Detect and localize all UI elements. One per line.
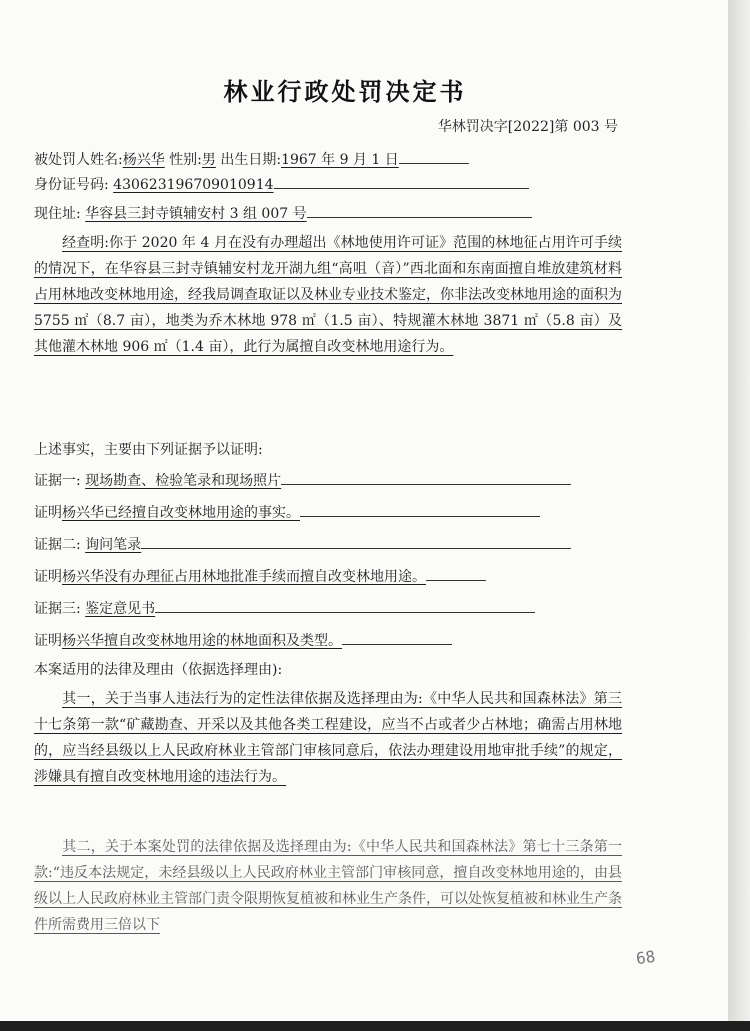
blank-underline (300, 502, 540, 517)
name-label: 被处罚人姓名: (34, 152, 123, 168)
document-title: 林业行政处罚决定书 (223, 78, 467, 106)
blank-underline (281, 470, 571, 485)
blank-underline (274, 174, 529, 189)
proof-row (34, 630, 624, 651)
proof-label: 证明 (34, 505, 62, 521)
finding-label: 经查明: (62, 235, 110, 251)
evidence-intro: 上述事实，主要由下列证据予以证明: (34, 442, 263, 458)
blank-underline (155, 598, 535, 613)
blank-underline (399, 149, 469, 164)
evidence-row (34, 534, 624, 555)
scan-edge-bottom (0, 1021, 750, 1031)
proof-row (34, 502, 624, 523)
evidence-label: 证据二: (34, 537, 81, 553)
evidence-row (34, 598, 624, 619)
blank-underline (342, 630, 452, 645)
blank-underline (141, 534, 571, 549)
id-label: 身份证号码: (34, 177, 109, 193)
id-line (34, 174, 624, 195)
finding-paragraph (34, 230, 622, 430)
evidence-row (34, 470, 624, 491)
proof-label: 证明 (34, 633, 62, 649)
person-line (34, 149, 624, 170)
reason-two-paragraph (34, 834, 622, 954)
proof-text: 杨兴华擅自改变林地用途的林地面积及类型。 (62, 633, 342, 649)
address-label: 现住址: (34, 206, 81, 222)
address-line (34, 203, 624, 224)
gender-label: 性别: (169, 152, 202, 168)
finding-text: 你于 2020 年 4 月在没有办理超出《林地使用许可证》范围的林地征占用许可手续的情况下，在华容县三封寺镇辅安村龙开湖九组“高咀（音）”西北面和东南面擅自堆放建筑材料占用林地改变林地用途，经我局调查取证以及林业专业技术鉴定，你非法改变林地用途的面积为5755 ㎡（8.7 亩），地类为乔木林地 978 ㎡（1.5 亩）、特规灌木林地 3871 ㎡（5.8 亩）及其他灌木林地 906 ㎡（1.4 亩），此行为属擅自改变林地用途行为。 (34, 235, 622, 355)
law-intro: 本案适用的法律及理由（依据选择理由): (34, 662, 283, 678)
proof-text: 杨兴华没有办理征占用林地批准手续而擅自改变林地用途。 (62, 569, 426, 585)
proof-label: 证明 (34, 569, 62, 585)
blank-underline (426, 566, 486, 581)
person-address: 华容县三封寺镇辅安村 3 组 007 号 (85, 206, 307, 222)
blank-underline (307, 203, 532, 218)
evidence-value: 询问笔录 (85, 537, 142, 553)
reason-one-lead: 其一，关于当事人违法行为的定性法律依据及选择理由为: (62, 691, 423, 707)
reason-two-text: 《中华人民共和国森林法》第七十三条第一款:“违反本法规定，未经县级以上人民政府林业主管部门审核同意，擅自改变林地用途的，由县级以上人民政府林业主管部门责令限期恢复植被和林业生产条件，可以处恢复植被和林业生产条件所需费用三倍以下 (34, 839, 623, 933)
evidence-label: 证据一: (34, 473, 81, 489)
reason-one-paragraph (34, 686, 622, 826)
person-id: 430623196709010914 (113, 177, 274, 193)
scan-edge-right (728, 0, 750, 1031)
person-name: 杨兴华 (122, 152, 165, 168)
birth-label: 出生日期: (220, 152, 282, 168)
document-number: 华林罚决字[2022]第 003 号 (437, 119, 618, 135)
evidence-value: 鉴定意见书 (85, 601, 156, 617)
evidence-label: 证据三: (34, 601, 81, 617)
evidence-value: 现场勘查、检验笔录和现场照片 (85, 473, 282, 489)
person-birth: 1967 年 9 月 1 日 (281, 152, 399, 168)
proof-row (34, 566, 624, 587)
reason-two-lead: 其二，关于本案处罚的法律依据及选择理由为: (62, 839, 352, 855)
proof-text: 杨兴华已经擅自改变林地用途的事实。 (62, 505, 300, 521)
person-gender: 男 (201, 152, 216, 168)
reason-one-text: 《中华人民共和国森林法》第三十七条第一款“矿藏勘查、开采以及其他各类工程建设，应当不占或者少占林地；确需占用林地的，应当经县级以上人民政府林业主管部门审核同意后，依法办理建设用地审批手续”的规定，涉嫌具有擅自改变林地用途的违法行为。 (34, 691, 622, 785)
handwritten-page-number: 68 (634, 946, 657, 969)
